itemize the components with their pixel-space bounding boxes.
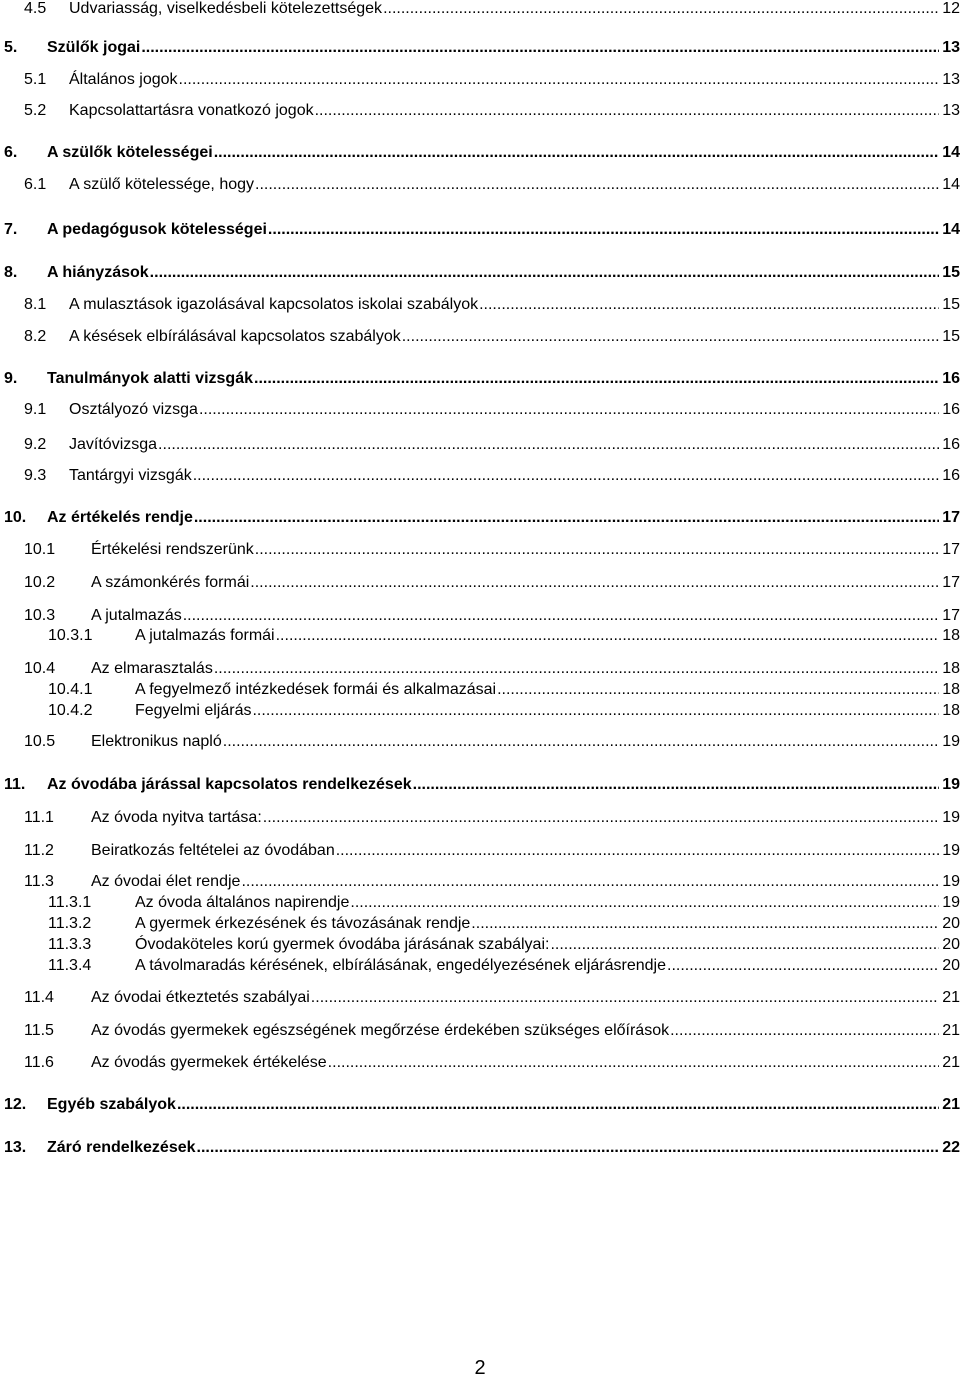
toc-leader-dots [268, 221, 939, 239]
toc-entry[interactable] [4, 260, 960, 282]
toc-entry[interactable] [24, 1050, 960, 1072]
toc-entry-title: A pedagógusok kötelességei [47, 221, 267, 238]
toc-entry-title: Javítóvizsga [69, 436, 158, 453]
toc-entry-number: 10.2 [24, 574, 56, 591]
toc-leader-dots [667, 957, 939, 975]
toc-entry[interactable] [24, 1018, 960, 1040]
toc-entry[interactable] [4, 1135, 960, 1157]
toc-entry-page: 15 [942, 264, 960, 281]
toc-entry-page: 16 [942, 436, 960, 453]
toc-entry[interactable] [24, 985, 960, 1007]
toc-entry-number: 11.3.4 [48, 957, 92, 974]
toc-entry[interactable] [4, 217, 960, 239]
toc-entry[interactable] [24, 432, 960, 454]
toc-entry-page: 14 [942, 144, 960, 161]
toc-entry-number: 10.3 [24, 607, 56, 624]
toc-entry[interactable] [24, 570, 960, 592]
toc-entry-title: Elektronikus napló [91, 733, 222, 750]
toc-entry-title: Az óvoda nyitva tartása: [91, 809, 262, 826]
toc-entry-title: Az értékelés rendje [47, 509, 193, 526]
toc-entry-number: 8.1 [24, 296, 47, 313]
toc-entry-number: 5.1 [24, 71, 47, 88]
toc-entry-title: Az elmarasztalás [91, 660, 213, 677]
toc-entry-number: 10.1 [24, 541, 56, 558]
toc-entry-title: A gyermek érkezésének és távozásának rendje [135, 915, 471, 932]
toc-entry-number: 8.2 [24, 328, 47, 345]
toc-entry[interactable] [24, 324, 960, 346]
toc-entry-title: A késések elbírálásával kapcsolatos szabályok [69, 328, 401, 345]
toc-entry-page: 13 [942, 71, 960, 88]
toc-entry-page: 13 [942, 102, 960, 119]
toc-entry-title: Szülők jogai [47, 39, 141, 56]
toc-entry-page: 15 [942, 296, 960, 313]
toc-entry-page: 21 [942, 1096, 960, 1113]
toc-leader-dots [471, 915, 939, 933]
toc-leader-dots [497, 681, 939, 699]
toc-entry-page: 18 [942, 702, 960, 719]
toc-entry[interactable] [24, 98, 960, 120]
toc-entry-page: 19 [942, 809, 960, 826]
toc-entry-page: 12 [942, 0, 960, 17]
toc-entry-number: 5. [4, 39, 18, 56]
toc-entry-number: 10. [4, 509, 27, 526]
toc-entry[interactable] [4, 505, 960, 527]
toc-entry-page: 19 [942, 733, 960, 750]
toc-entry-number: 11. [4, 776, 26, 793]
toc-leader-dots [241, 873, 939, 891]
toc-entry[interactable] [24, 0, 960, 18]
toc-entry-number: 9.3 [24, 467, 47, 484]
toc-entry-title: Beiratkozás feltételei az óvodában [91, 842, 335, 859]
toc-leader-dots [328, 1054, 939, 1072]
toc-entry-title: Az óvoda általános napirendje [135, 894, 350, 911]
toc-entry-number: 11.4 [24, 989, 54, 1006]
toc-entry-page: 21 [942, 989, 960, 1006]
toc-leader-dots [350, 894, 939, 912]
toc-entry-title: Záró rendelkezések [47, 1139, 196, 1156]
toc-entry-page: 19 [942, 842, 960, 859]
toc-leader-dots [199, 401, 939, 419]
toc-entry[interactable] [24, 292, 960, 314]
toc-entry-page: 20 [942, 936, 960, 953]
toc-entry-page: 17 [942, 541, 960, 558]
toc-entry[interactable] [24, 656, 960, 678]
toc-entry[interactable] [4, 35, 960, 57]
toc-entry-title: Az óvodába járással kapcsolatos rendelkezések [47, 776, 412, 793]
toc-entry-number: 11.3.1 [48, 894, 92, 911]
toc-entry[interactable] [48, 623, 960, 645]
toc-leader-dots [250, 574, 939, 592]
toc-entry-title: A jutalmazás formái [135, 627, 275, 644]
toc-entry-number: 10.4.2 [48, 702, 93, 719]
toc-leader-dots [383, 0, 939, 18]
toc-entry-number: 11.5 [24, 1022, 54, 1039]
toc-entry-title: Az óvodás gyermekek értékelése [91, 1054, 327, 1071]
toc-entry-number: 10.5 [24, 733, 56, 750]
toc-leader-dots [141, 39, 939, 57]
toc-entry-title: A szülő kötelessége, hogy [69, 176, 255, 193]
toc-leader-dots [670, 1022, 939, 1040]
toc-entry-number: 12. [4, 1096, 27, 1113]
toc-leader-dots [194, 509, 939, 527]
toc-entry-page: 21 [942, 1054, 960, 1071]
toc-entry[interactable] [4, 772, 960, 794]
toc-entry-title: Az óvodás gyermekek egészségének megőrzése érdekében szükséges előírások [91, 1022, 670, 1039]
toc-entry-title: A hiányzások [47, 264, 149, 281]
toc-leader-dots [255, 541, 939, 559]
toc-entry-title: Az óvodai étkeztetés szabályai [91, 989, 310, 1006]
toc-entry-number: 11.2 [24, 842, 54, 859]
toc-entry-page: 17 [942, 607, 960, 624]
toc-entry-page: 17 [942, 574, 960, 591]
toc-entry[interactable] [24, 537, 960, 559]
toc-entry-number: 9.2 [24, 436, 47, 453]
toc-entry-page: 17 [942, 509, 960, 526]
toc-leader-dots [193, 467, 939, 485]
toc-entry-number: 6. [4, 144, 18, 161]
toc-entry[interactable] [48, 677, 960, 699]
toc-entry-number: 5.2 [24, 102, 47, 119]
toc-leader-dots [255, 176, 939, 194]
toc-entry[interactable] [24, 729, 960, 751]
toc-entry[interactable] [4, 140, 960, 162]
toc-entry-title: A mulasztások igazolásával kapcsolatos iskolai szabályok [69, 296, 479, 313]
toc-entry-title: A fegyelmező intézkedések formái és alkalmazásai [135, 681, 497, 698]
toc-entry-title: Tantárgyi vizsgák [69, 467, 192, 484]
toc-entry-page: 16 [942, 467, 960, 484]
toc-entry-page: 21 [942, 1022, 960, 1039]
toc-entry-page: 19 [942, 776, 960, 793]
toc-entry[interactable] [24, 838, 960, 860]
toc-leader-dots [263, 809, 939, 827]
toc-entry-number: 11.6 [24, 1054, 54, 1071]
toc-entry-page: 16 [942, 401, 960, 418]
toc-entry[interactable] [48, 890, 960, 912]
toc-entry-page: 15 [942, 328, 960, 345]
toc-entry-number: 7. [4, 221, 18, 238]
toc-entry-number: 11.1 [24, 809, 54, 826]
toc-leader-dots [223, 733, 939, 751]
toc-entry-page: 22 [942, 1139, 960, 1156]
toc-entry-title: Osztályozó vizsga [69, 401, 198, 418]
toc-entry[interactable] [24, 805, 960, 827]
toc-entry-page: 19 [942, 894, 960, 911]
toc-entry-number: 10.4.1 [48, 681, 93, 698]
toc-entry-page: 18 [942, 681, 960, 698]
toc-entry[interactable] [48, 911, 960, 933]
toc-entry-number: 9. [4, 370, 18, 387]
toc-entry-title: A szülők kötelességei [47, 144, 213, 161]
toc-leader-dots [197, 1139, 939, 1157]
toc-entry[interactable] [24, 603, 960, 625]
toc-entry[interactable] [24, 172, 960, 194]
toc-entry-number: 9.1 [24, 401, 47, 418]
toc-entry[interactable] [24, 869, 960, 891]
toc-entry-number: 6.1 [24, 176, 47, 193]
toc-leader-dots [311, 989, 939, 1007]
page-number: 2 [474, 1357, 486, 1379]
toc-entry[interactable] [4, 366, 960, 388]
toc-entry-number: 11.3 [24, 873, 54, 890]
toc-entry-title: Az óvodai élet rendje [91, 873, 241, 890]
toc-entry-page: 16 [942, 370, 960, 387]
toc-entry-page: 13 [942, 39, 960, 56]
toc-entry-number: 10.4 [24, 660, 56, 677]
toc-entry[interactable] [24, 463, 960, 485]
toc-entry-number: 11.3.2 [48, 915, 92, 932]
toc-leader-dots [177, 1096, 939, 1114]
toc-leader-dots [315, 102, 939, 120]
toc-entry[interactable] [4, 1092, 960, 1114]
toc-entry-title: Fegyelmi eljárás [135, 702, 252, 719]
toc-entry-number: 13. [4, 1139, 27, 1156]
toc-leader-dots [413, 776, 939, 794]
toc-leader-dots [479, 296, 939, 314]
toc-entry-page: 18 [942, 627, 960, 644]
toc-entry[interactable] [48, 698, 960, 720]
toc-leader-dots [276, 627, 939, 645]
toc-leader-dots [402, 328, 939, 346]
toc-entry-page: 18 [942, 660, 960, 677]
toc-entry-title: Értékelési rendszerünk [91, 541, 254, 558]
toc-entry[interactable] [48, 953, 960, 975]
toc-entry-title: Általános jogok [69, 71, 178, 88]
toc-entry-title: Tanulmányok alatti vizsgák [47, 370, 253, 387]
toc-entry-title: A számonkérés formái [91, 574, 250, 591]
toc-leader-dots [336, 842, 939, 860]
toc-leader-dots [179, 71, 939, 89]
toc-leader-dots [150, 264, 939, 282]
toc-entry-title: Óvodaköteles korú gyermek óvodába járásának szabályai: [135, 936, 550, 953]
toc-entry-page: 20 [942, 957, 960, 974]
toc-entry-title: Kapcsolattartásra vonatkozó jogok [69, 102, 314, 119]
toc-entry-title: Udvariasság, viselkedésbeli kötelezettségek [69, 0, 383, 17]
toc-entry-page: 14 [942, 221, 960, 238]
toc-entry-title: Egyéb szabályok [47, 1096, 176, 1113]
toc-entry-page: 14 [942, 176, 960, 193]
toc-entry[interactable] [24, 67, 960, 89]
toc-entry-number: 11.3.3 [48, 936, 92, 953]
toc-entry-title: A távolmaradás kérésének, elbírálásának, engedélyezésének eljárásrendje [135, 957, 666, 974]
toc-leader-dots [214, 144, 939, 162]
toc-entry-number: 4.5 [24, 0, 47, 17]
toc-entry-page: 19 [942, 873, 960, 890]
toc-leader-dots [254, 370, 939, 388]
toc-leader-dots [214, 660, 939, 678]
toc-entry-page: 20 [942, 915, 960, 932]
toc-leader-dots [550, 936, 939, 954]
toc-entry-number: 10.3.1 [48, 627, 93, 644]
toc-entry-number: 8. [4, 264, 18, 281]
toc-entry[interactable] [24, 397, 960, 419]
toc-leader-dots [158, 436, 939, 454]
toc-entry-title: A jutalmazás [91, 607, 182, 624]
toc-leader-dots [252, 702, 939, 720]
toc-entry[interactable] [48, 932, 960, 954]
